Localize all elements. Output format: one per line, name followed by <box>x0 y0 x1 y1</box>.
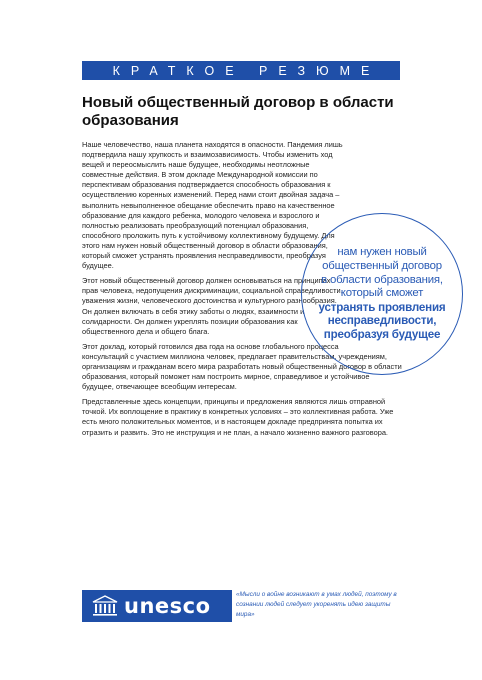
unesco-logo <box>82 590 232 622</box>
temple-icon <box>92 595 118 617</box>
banner-text: КРАТКОЕ РЕЗЮМЕ <box>112 63 381 78</box>
callout-light-text: нам нужен новый общественный договор в области образования, который сможет <box>321 246 443 300</box>
paragraph-2: Этот новый общественный договор должен основываться на принципах прав человека, недопущения дискриминации, социальной справедливости, уважения жизни, человеческого достоинства и культурного разнообразия. Он должен включать в себя этику заботы о людях, взаимности и солидарности. Он должен укреплять позиции образования как общественного дела и общего блага. <box>82 276 343 336</box>
callout-text <box>318 246 446 341</box>
footer-quote: «Мысли о войне возникают в умах людей, поэтому в сознании людей следует укоренять идею защиты мира» <box>236 591 397 618</box>
paragraph-3: Этот доклад, который готовился два года на основе глобального процесса консультаций с участием миллиона человек, предлагает правительствам, учреждениям, организациям и гражданам всего мира разработать новый общественный договор в области образования, который поможет нам построить мирное, справедливое и устойчивое будущее, отвечающее всеобщим интересам. <box>82 341 402 392</box>
section-banner <box>82 61 400 80</box>
paragraph-1-text: Наше человечество, наша планета находятся в опасности. Пандемия лишь подтвердила нашу хрупкость и взаимозависимость. Чтобы изменить ход вещей и переосмыслить наше будущее, необходимы неотложные совместные действия. В этом докладе Международной комиссии по перспективам образования подтверждается способность образования к осуществлению коренных изменений. Перед нами стоит двойная задача – выполнить невыполненное обещание обеспечить право на качественное образование для каждого ребенка, молодого человека и взрослого и полностью реализовать преобразующий потенциал образования, способного проложить путь к устойчивому коллективному будущему. Для этого нам нужен новый общественный договор в области образования, который сможет устранять проявления несправедливости, преобразуя будущее. <box>82 140 343 271</box>
callout-bold-text: устранять проявления несправедливости, преобразуя будущее <box>318 300 446 341</box>
callout-circle <box>301 213 463 375</box>
paragraph-4: Представленные здесь концепции, принципы и предложения являются лишь отправной точкой. Их воплощение в практику в конкретных условиях – это коллективная работа. Уже есть много положительных моментов, и в настоящем докладе предпринята попытка их отразить и развить. Это не инструкция и не план, а начало жизненно важного разговора. <box>82 397 394 437</box>
page-title: Новый общественный договор в области образования <box>82 94 394 129</box>
logo-wordmark: unesco <box>124 594 211 618</box>
